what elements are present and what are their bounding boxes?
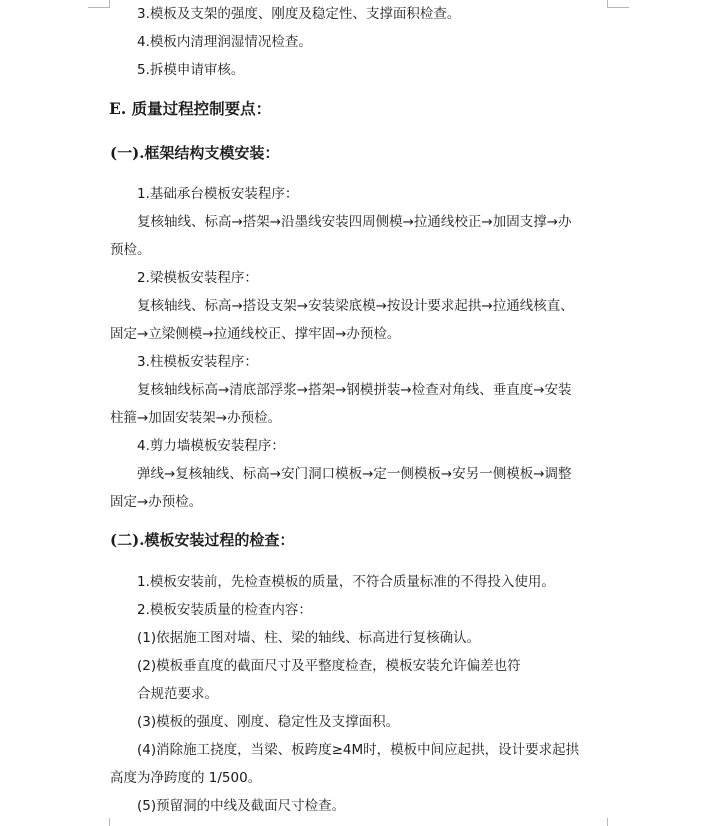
- paragraph-text: 复核轴线标高→清底部浮浆→搭架→钢模拼装→检查对角线、垂直度→安装: [137, 382, 572, 398]
- paragraph-item: (2)模板垂直度的截面尺寸及平整度检查，模板安装允许偏差也符: [137, 658, 521, 674]
- paragraph-text: 固定→办预检。: [110, 494, 203, 510]
- paragraph-item: (1)依据施工图对墙、柱、梁的轴线、标高进行复核确认。: [137, 630, 481, 646]
- paragraph-text: 复核轴线、标高→搭架→沿墨线安装四周侧模→拉通线校正→加固支撑→办: [137, 214, 572, 230]
- paragraph-text: 预检。: [110, 242, 151, 258]
- paragraph-item: 1.模板安装前，先检查模板的质量，不符合质量标准的不得投入使用。: [137, 574, 555, 590]
- paragraph-text: 合规范要求。: [137, 686, 218, 702]
- paragraph-item: 4.剪力墙模板安装程序：: [137, 438, 285, 454]
- paragraph-text: 高度为净跨度的 1/500。: [110, 770, 262, 786]
- paragraph-item: 3.柱模板安装程序：: [137, 354, 258, 370]
- paragraph-text: 弹线→复核轴线、标高→安门洞口模板→定一侧模板→安另一侧模板→调整: [137, 466, 572, 482]
- crop-mark-bottom-right-vertical: [607, 818, 608, 826]
- paragraph-text: 柱箍→加固安装架→办预检。: [110, 410, 282, 426]
- crop-mark-top-right-horizontal: [608, 7, 629, 8]
- subsection-heading-2: (二).模板安装过程的检查：: [110, 531, 295, 549]
- paragraph-item: 5.拆模申请审核。: [137, 62, 245, 78]
- paragraph-text: 固定→立梁侧模→拉通线校正、撑牢固→办预检。: [110, 326, 401, 342]
- paragraph-item: 2.模板安装质量的检查内容：: [137, 602, 312, 618]
- paragraph-item: 3.模板及支架的强度、刚度及稳定性、支撑面积检查。: [137, 6, 461, 22]
- paragraph-item: (3)模板的强度、刚度、稳定性及支撑面积。: [137, 714, 400, 730]
- crop-mark-top-left-vertical: [109, 0, 110, 8]
- section-heading-e: E. 质量过程控制要点：: [109, 99, 272, 118]
- paragraph-text: 复核轴线、标高→搭设支架→安装梁底模→按设计要求起拱→拉通线核直、: [137, 298, 574, 314]
- paragraph-item: (4)消除施工挠度，当梁、板跨度≥4M时，模板中间应起拱，设计要求起拱: [137, 742, 580, 758]
- paragraph-item: 2.梁模板安装程序：: [137, 270, 258, 286]
- paragraph-item: (5)预留洞的中线及截面尺寸检查。: [137, 798, 346, 814]
- paragraph-item: 4.模板内清理润湿情况检查。: [137, 34, 312, 50]
- subsection-heading-1: (一).框架结构支模安装：: [110, 144, 280, 162]
- paragraph-item: 1.基础承台模板安装程序：: [137, 186, 299, 202]
- crop-mark-bottom-left-vertical: [109, 818, 110, 826]
- crop-mark-top-left-horizontal: [88, 7, 109, 8]
